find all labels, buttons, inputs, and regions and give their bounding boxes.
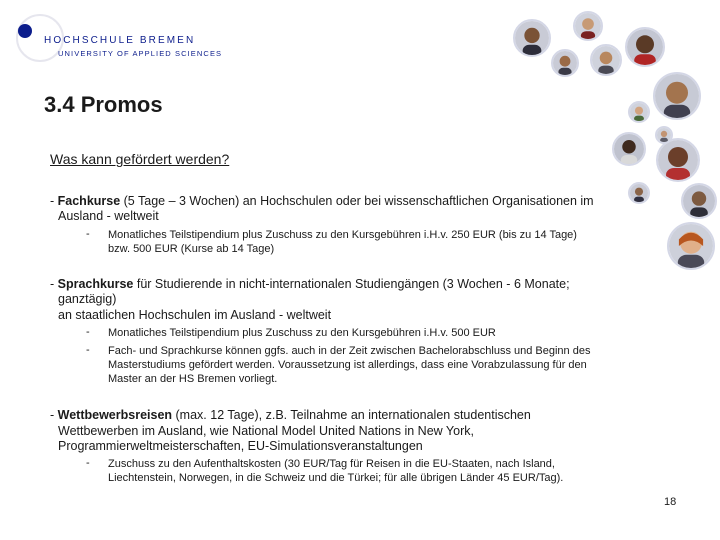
student-photo [655,126,673,144]
university-logo [16,14,226,66]
logo-line-2: UNIVERSITY OF APPLIED SCIENCES [58,49,223,58]
wettbewerbsreisen-bullet-line-1: Zuschuss zu den Aufenthaltskosten (30 EUR/Tag für Reisen in die EU-Staaten, nach Island, [108,458,555,470]
sprachkurse-line-1: - Sprachkurse für Studierende in nicht-internationalen Studiengängen (3 Wochen - 6 Monate; [50,277,570,291]
bullet-marker: - [86,457,90,469]
student-photo [612,132,646,166]
student-photo [681,183,717,219]
student-photo [628,101,650,123]
bullet-marker: - [86,228,90,240]
bullet-marker: - [86,344,90,356]
fachkurse-bullet-line-2: bzw. 500 EUR (Kurse ab 14 Tage) [108,243,275,255]
student-photo [573,11,603,41]
fachkurse-line-1: - Fachkurse (5 Tage – 3 Wochen) an Hochschulen oder bei wissenschaftlichen Organisationen im [50,194,594,208]
student-photo [625,27,665,67]
student-photo [667,222,715,270]
page-title: 3.4 Promos [44,92,163,117]
fachkurse-bullet-line-1: Monatliches Teilstipendium plus Zuschuss zu den Kursgebühren i.H.v. 250 EUR (bis zu 14 Tage) [108,229,577,241]
student-photo [628,182,650,204]
page-number: 18 [664,496,677,508]
wettbewerbsreisen-line-2: Wettbewerben im Ausland, wie National Model United Nations in New York, [58,424,474,438]
wettbewerbsreisen-line-1: - Wettbewerbsreisen (max. 12 Tage), z.B. Teilnahme an internationalen studentischen [50,408,531,422]
sprachkurse-bullet-1: Monatliches Teilstipendium plus Zuschuss zu den Kursgebühren i.H.v. 500 EUR [108,327,496,339]
logo-dot-icon [18,24,32,38]
sprachkurse-bullet-2-line-3: Master an der HS Bremen vorliegt. [108,373,278,385]
student-photo [656,138,700,182]
section-heading: Was kann gefördert werden? [50,151,230,167]
fachkurse-line-2: Ausland - weltweit [58,209,159,223]
sprachkurse-line-2: ganztägig) [58,292,117,306]
logo-line-1: HOCHSCHULE BREMEN [44,35,196,46]
sprachkurse-bullet-2-line-1: Fach- und Sprachkurse können ggfs. auch in der Zeit zwischen Bachelorabschluss und Beginn des [108,345,591,357]
student-photo [590,44,622,76]
bullet-marker: - [86,326,90,338]
wettbewerbsreisen-line-3: Programmierweltmeisterschaften, EU-Simulationsveranstaltungen [58,439,423,453]
student-photo [653,72,701,120]
student-photo [551,49,579,77]
sprachkurse-bullet-2-line-2: Masterstudiums gefördert werden. Voraussetzung ist allerdings, dass eine Vorabzulassung für den [108,359,587,371]
student-photo [513,19,551,57]
sprachkurse-line-3: an staatlichen Hochschulen im Ausland - weltweit [58,308,332,322]
wettbewerbsreisen-bullet-line-2: Liechtenstein, Norwegen, in die Schweiz und die Türkei; für alle übrigen Länder 45 EUR/Tag). [108,472,564,484]
